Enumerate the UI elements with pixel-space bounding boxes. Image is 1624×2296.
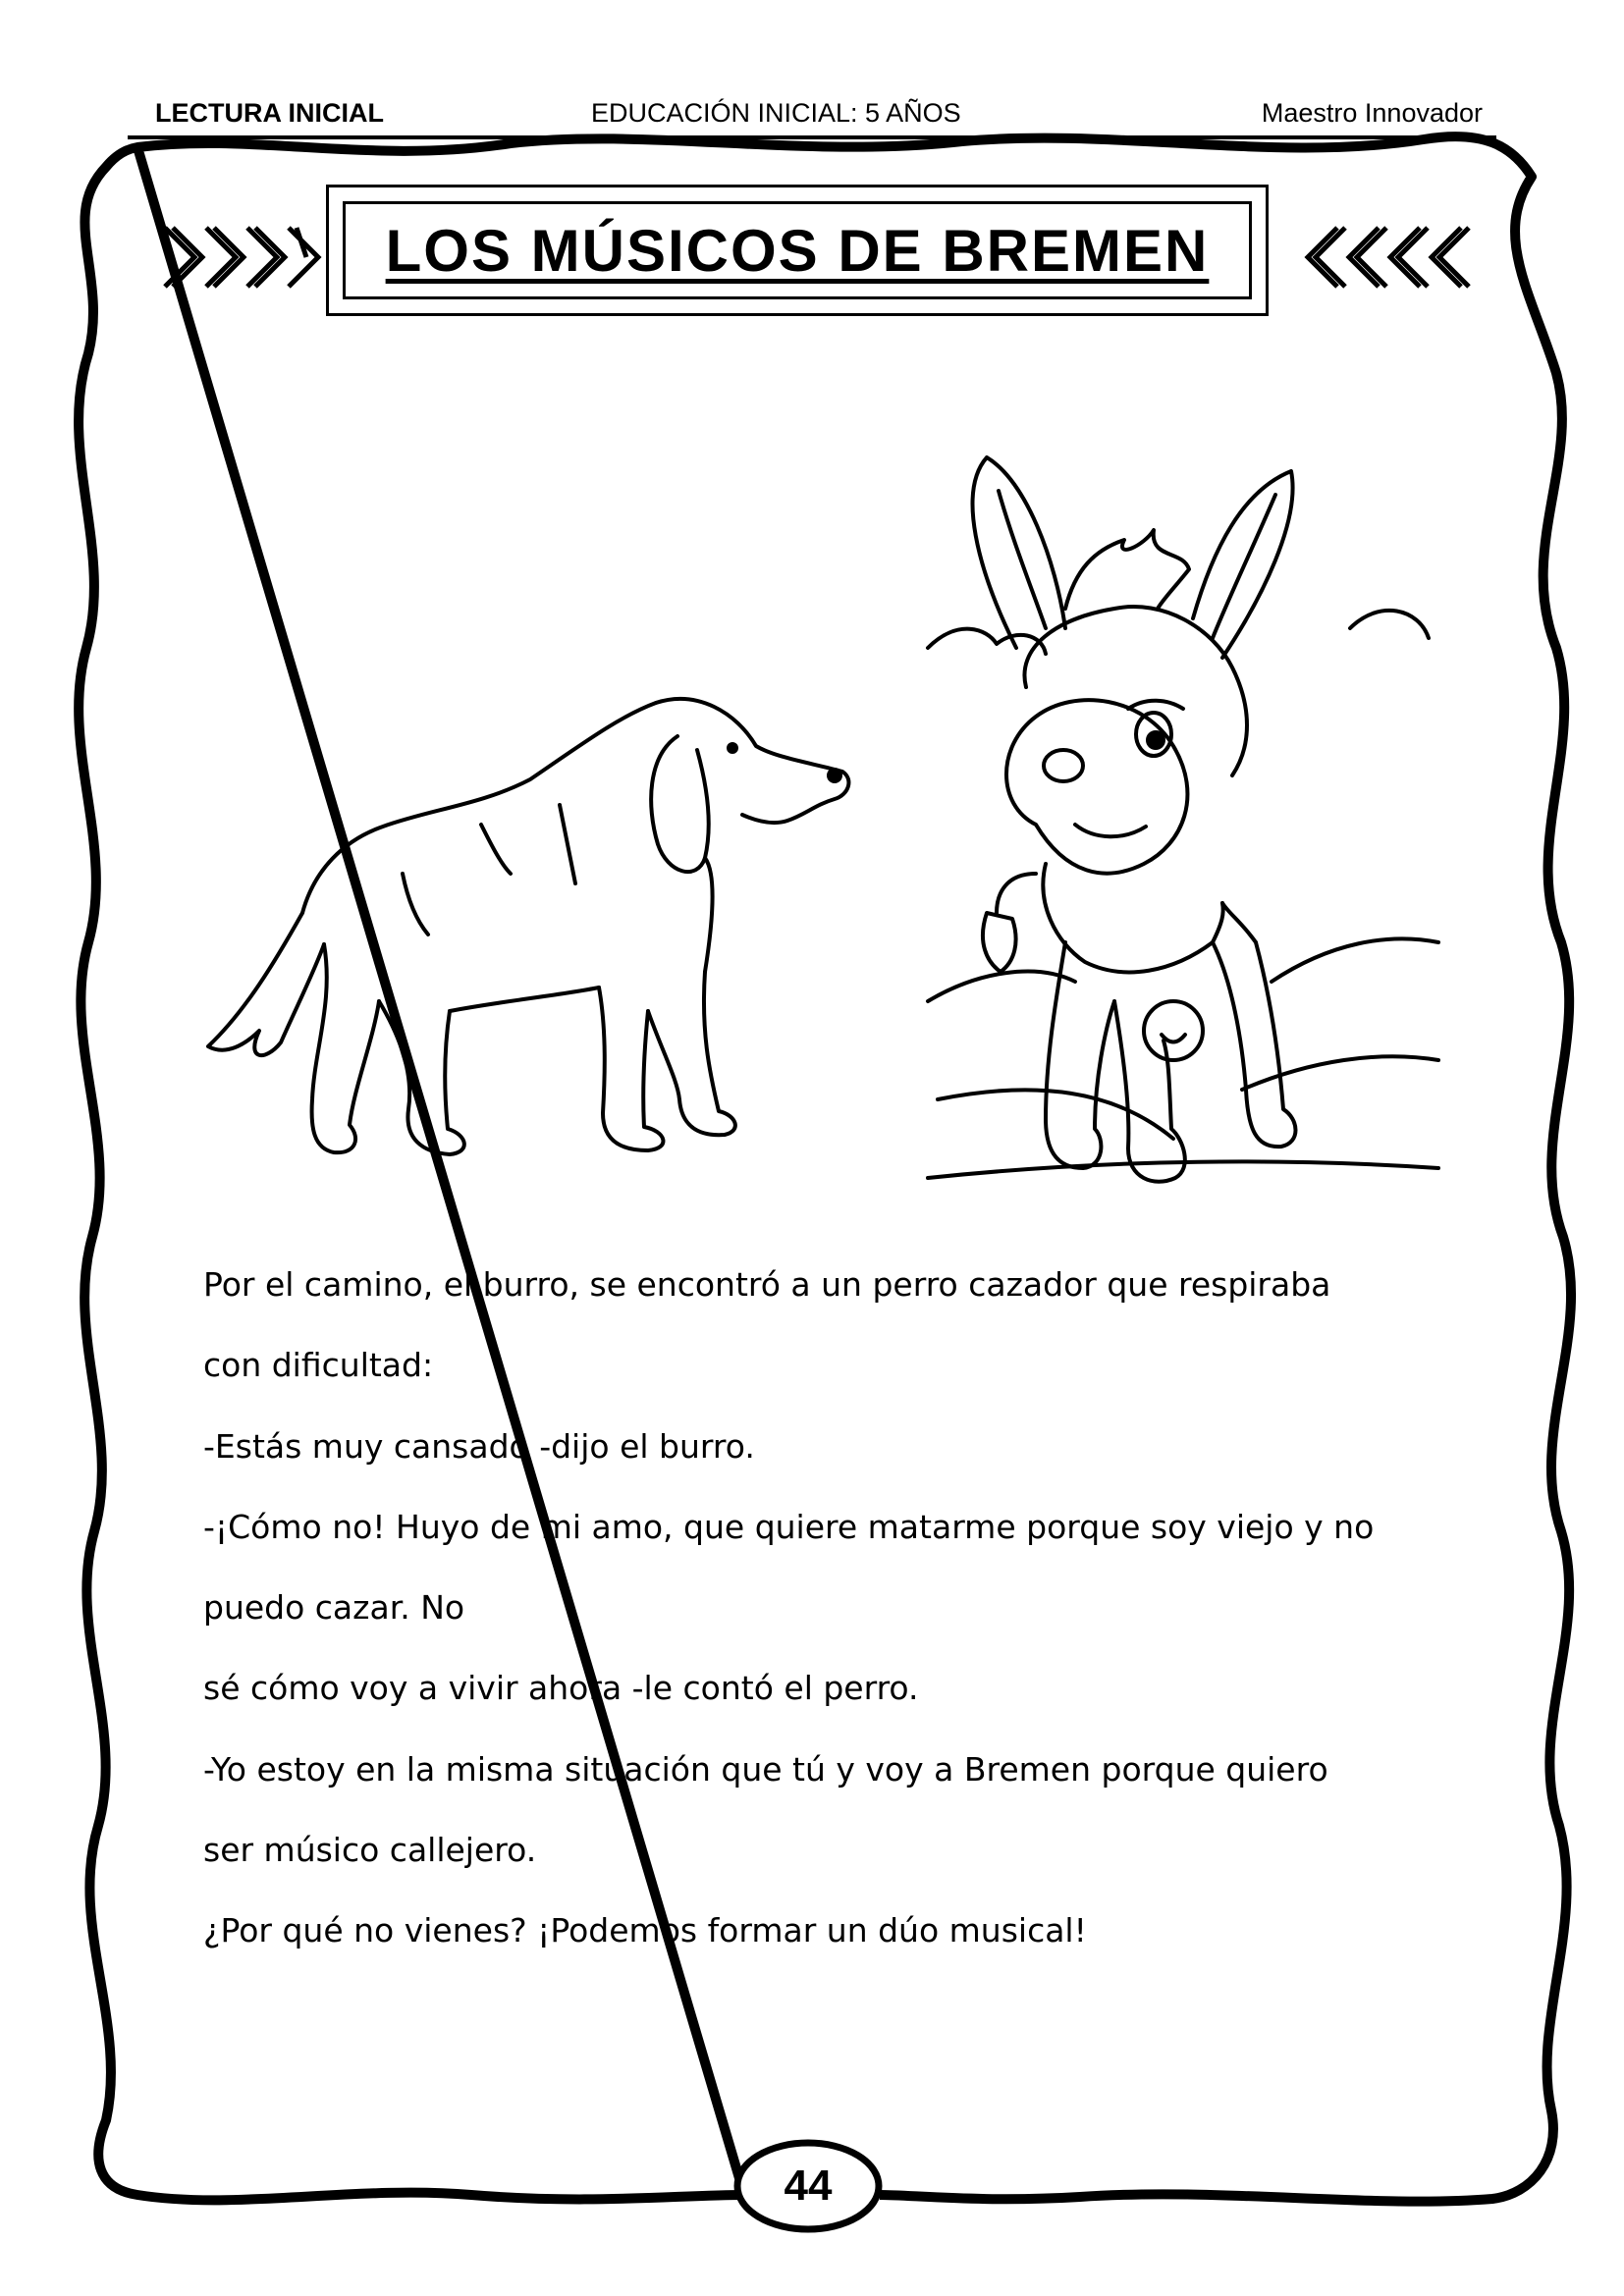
story-line: puedo cazar. No — [203, 1588, 465, 1628]
story-text — [203, 1245, 1460, 1972]
story-line: sé cómo voy a vivir ahora -le contó el perro. — [203, 1669, 919, 1708]
story-line: -Estás muy cansado -dijo el burro. — [203, 1426, 755, 1466]
header-right: Maestro Innovador — [1261, 98, 1483, 128]
story-line: ¿Por qué no vienes? ¡Podemos formar un dúo musical! — [203, 1911, 1087, 1950]
page-number: 44 — [784, 2162, 833, 2210]
title-inner-box — [343, 201, 1252, 299]
story-line: Por el camino, el burro, se encontró a un perro cazador que respiraba — [203, 1265, 1331, 1304]
story-line: ser músico callejero. — [203, 1831, 537, 1870]
right-chevrons — [1308, 228, 1469, 287]
donkey-illustration — [918, 452, 1448, 1198]
dog-illustration — [187, 677, 864, 1178]
story-line: con dificultad: — [203, 1346, 434, 1385]
title-box — [326, 185, 1269, 316]
header-center: EDUCACIÓN INICIAL: 5 AÑOS — [591, 98, 961, 128]
page-title: LOS MÚSICOS DE BREMEN — [385, 217, 1210, 284]
header-left: LECTURA INICIAL — [155, 98, 384, 128]
left-chevrons — [165, 228, 318, 287]
story-line: -Yo estoy en la misma situación que tú y voy a Bremen porque quiero — [203, 1749, 1328, 1789]
story-line: -¡Cómo no! Huyo de mi amo, que quiere matarme porque soy viejo y no — [203, 1507, 1375, 1546]
